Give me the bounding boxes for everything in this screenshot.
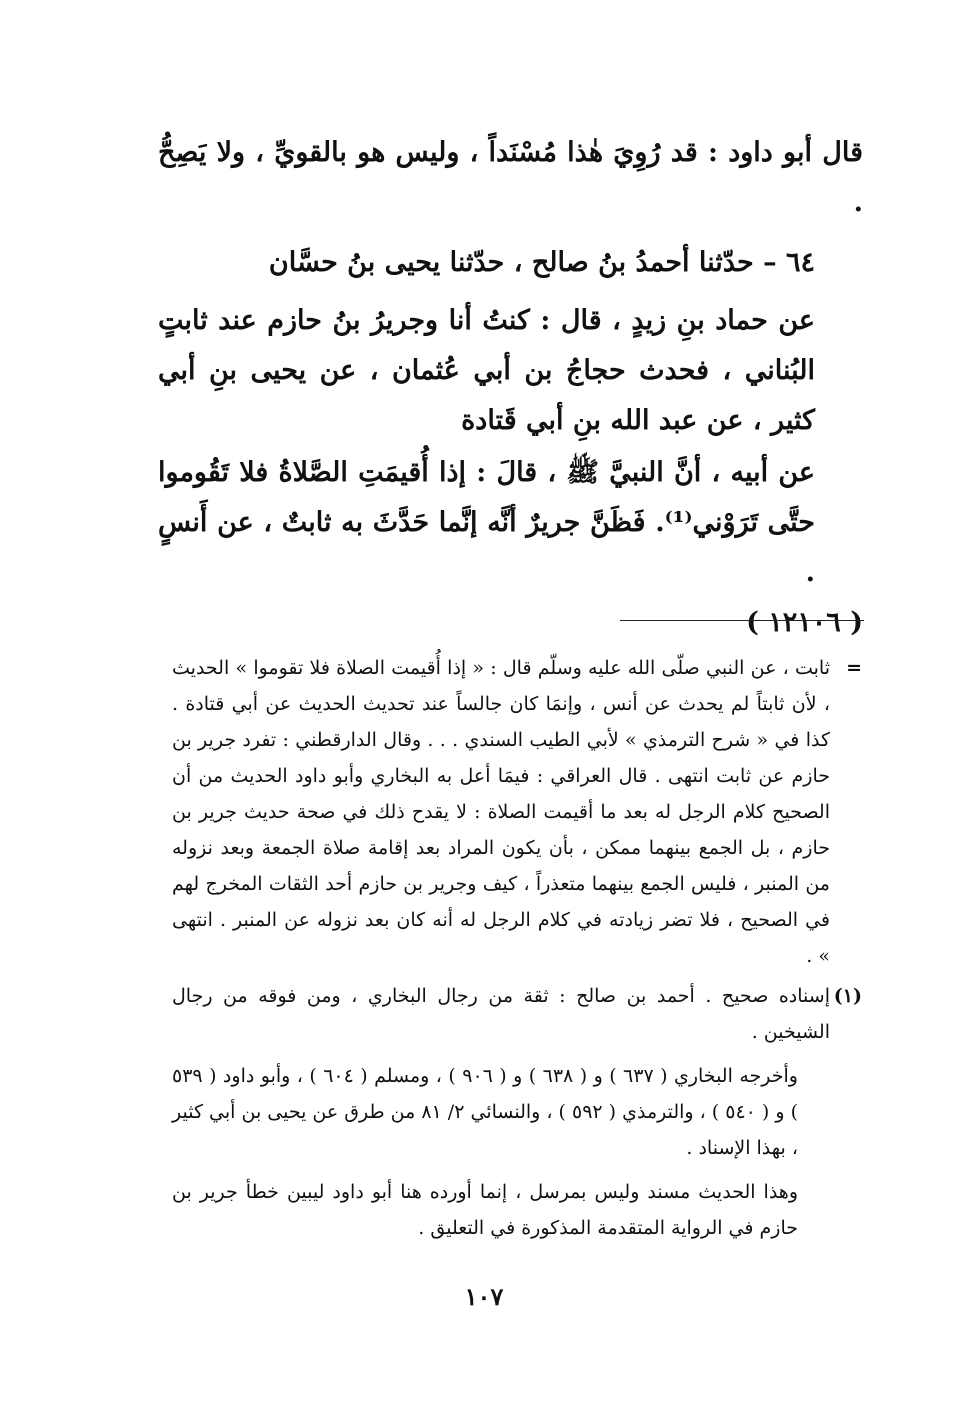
author-note-text: قال أبو داود : قد رُوِيَ هٰذا مُسْنَداً ، وليس هو بالقويِّ ، ولا يَصِحُّ . — [158, 137, 863, 218]
footnote-1-marker: (١) — [833, 985, 862, 1007]
footnote-1 — [172, 978, 862, 1050]
matn-text: عن أبيه ، أنَّ النبيَّ ﷺ ، قالَ : إذا أُقيمَتِ الصَّلاةُ فلا تَقُوموا حتَّى تَرَوْني⁽¹⁾. فَظَنَّ جريرٌ أنَّه إنَّما حَدَّثَ به ثابتٌ ، عن أَنسٍ . — [158, 457, 815, 588]
footnote-continuation — [172, 650, 862, 974]
footnote-1-text: إسناده صحيح . أحمد بن صالح : ثقة من رجال البخاري ، ومن فوقه من رجال الشيخين . — [172, 985, 830, 1043]
page-number: ١٠٧ — [464, 1282, 504, 1311]
footnote-1-paragraph-3: وهذا الحديث مسند وليس بمرسل ، إنما أورده هنا أبو داود ليبين خطأ جرير بن حازم في الرواية المتقدمة المذكورة في التعليق . — [172, 1181, 798, 1239]
continuation-text: ثابت ، عن النبي صلّى الله عليه وسلّم قال : « إذا أُقيمت الصلاة فلا تقوموا » الحديث ، لأن ثابتاً لم يحدث عن أنس ، وإنمَا كان جالساً عند تحديث الحديث عن أبي قتادة . كذا في « شرح الترمذي » لأبي الطيب السندي . . . وقال الدارقطني : تفرد جرير بن حازم عن ثابت انتهى . قال العراقي : فيمَا أعل به البخاري وأبو داود الحديث من أن الصحيح كلام الرجل له بعد ما أقيمت الصلاة : لا يقدح ذلك في صحة حديث جرير بن حازم ، بل الجمع بينهما ممكن ، بأن يكون المراد بعد إقامة صلاة الجمعة وبعد نزوله من المنبر ، فليس الجمع بينهما متعذراً ، كيف وجرير بن حازم أحد الثقات المخرج لهم في الصحيح ، فلا تضر زيادته في كلام الرجل له أنه كان بعد نزوله عن المنبر . انتهى » . — [172, 657, 830, 967]
matn-paragraph — [158, 448, 863, 648]
footnote-1-paragraph-2: وأخرجه البخاري ( ٦٣٧ ) و ( ٦٣٨ ) و ( ٩٠٦ ) ، ومسلم ( ٦٠٤ ) ، وأبو داود ( ٥٣٩ ) و ( ٥٤٠ ) ، والترمذي ( ٥٩٢ ) ، والنسائي ٢/ ٨١ من طرق عن يحيى بن أبي كثير ، بهذا الإسناد . — [172, 1065, 798, 1159]
footnotes-section — [172, 650, 862, 1246]
author-note-paragraph — [158, 128, 863, 228]
hadith-number-line — [158, 238, 863, 288]
chain-paragraph — [158, 296, 863, 446]
hadith-number-text: ٦٤ – حدّثنا أحمدُ بنُ صالح ، حدّثنا يحيى بنُ حسَّان — [268, 247, 815, 278]
chain-text: عن حماد بنِ زيدٍ ، قال : كنتُ أنا وجريرُ بنُ حازم عند ثابتٍ البُناني ، فحدث حجاجُ بن أبي عُثمان ، عن يحيى بنِ أبي كثير ، عن عبد الله بنِ أبي قَتادة — [158, 305, 815, 436]
reference-number: ( ١٢١٠٦ ) — [746, 607, 863, 638]
footnote-separator — [620, 620, 864, 621]
continuation-marker: = — [846, 657, 862, 679]
